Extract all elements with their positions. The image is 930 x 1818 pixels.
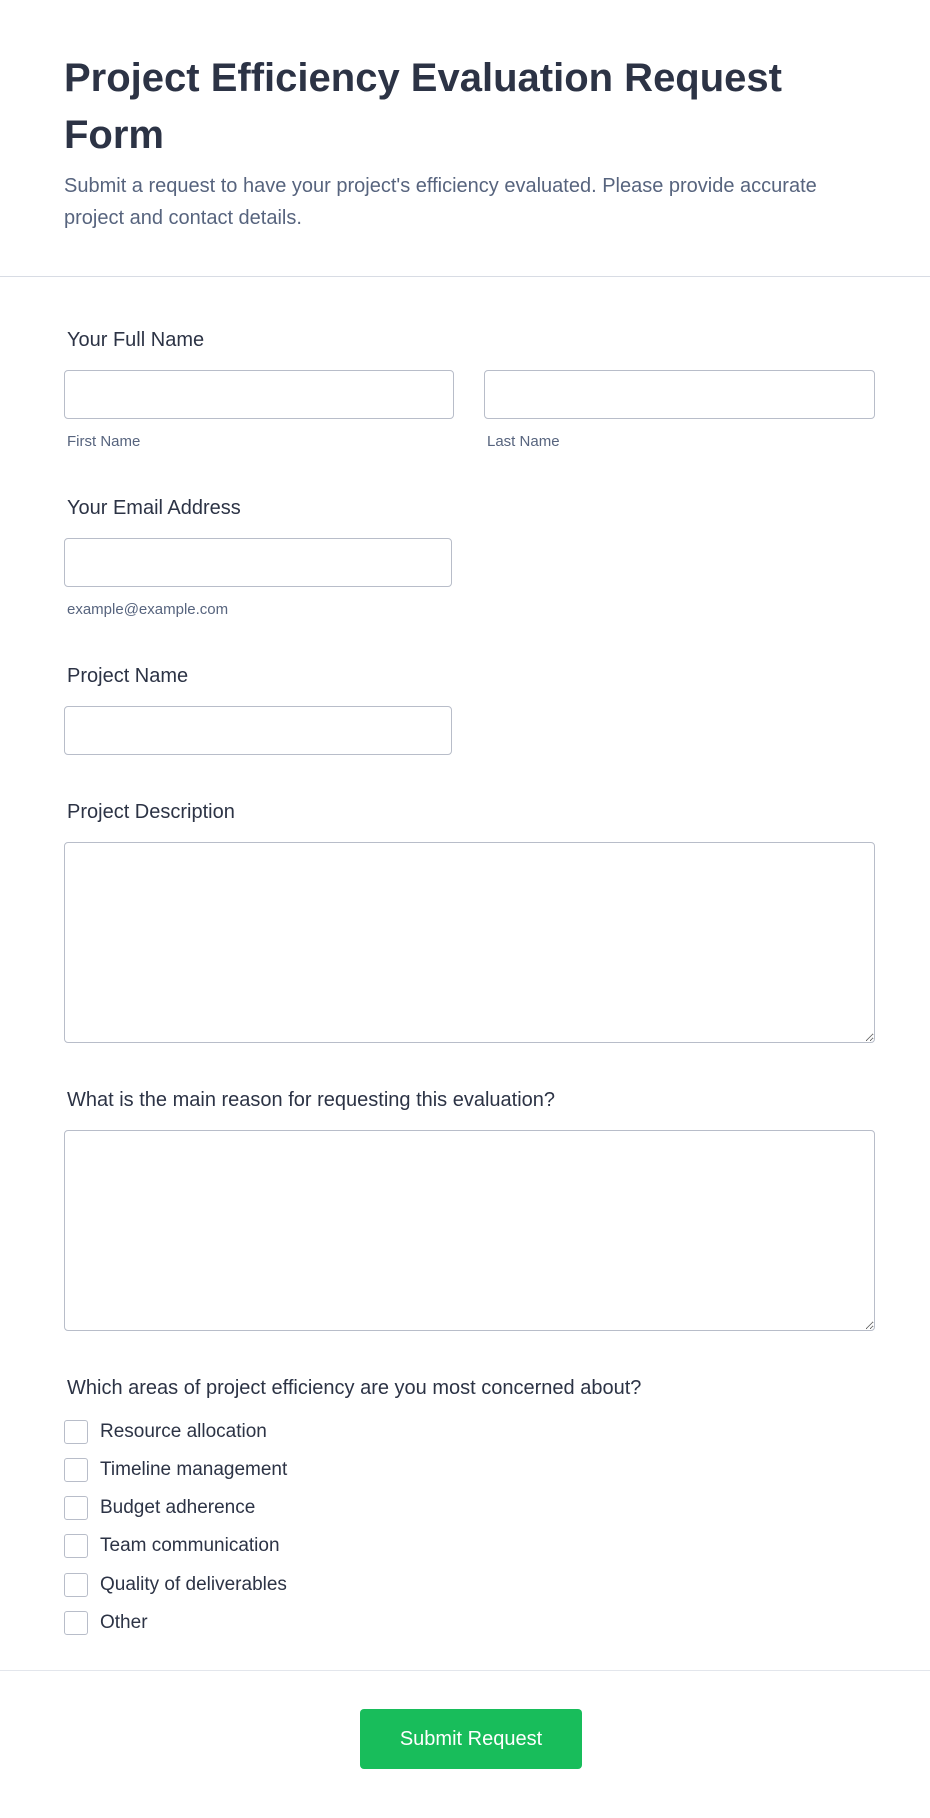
checkbox[interactable]	[64, 1573, 88, 1597]
form-header	[0, 0, 930, 277]
checkbox-option[interactable]	[64, 1457, 287, 1483]
project-name-input[interactable]	[64, 706, 452, 755]
project-description-textarea[interactable]	[64, 842, 875, 1043]
checkbox-label: Timeline management	[100, 1459, 288, 1480]
main-reason-label: What is the main reason for requesting this evaluation?	[67, 1089, 556, 1111]
last-name-sublabel: Last Name	[487, 433, 560, 450]
email-label: Your Email Address	[67, 497, 241, 519]
last-name-input[interactable]	[484, 370, 875, 419]
checkbox-label: Quality of deliverables	[100, 1574, 287, 1595]
checkbox-option[interactable]	[64, 1495, 255, 1521]
checkbox-option[interactable]	[64, 1419, 267, 1445]
checkbox-label: Team communication	[100, 1535, 280, 1556]
project-description-label: Project Description	[67, 801, 235, 823]
concerns-label: Which areas of project efficiency are you most concerned about?	[67, 1377, 642, 1399]
form-subtitle: Submit a request to have your project's efficiency evaluated. Please provide accurate project and contact details.	[64, 175, 817, 229]
checkbox[interactable]	[64, 1496, 88, 1520]
checkbox[interactable]	[64, 1458, 88, 1482]
checkbox[interactable]	[64, 1420, 88, 1444]
checkbox-label: Budget adherence	[100, 1497, 256, 1518]
checkbox-option[interactable]	[64, 1610, 148, 1636]
checkbox-label: Resource allocation	[100, 1421, 267, 1442]
first-name-input[interactable]	[64, 370, 454, 419]
checkbox-option[interactable]	[64, 1572, 287, 1598]
checkbox-label: Other	[100, 1612, 148, 1633]
checkbox[interactable]	[64, 1534, 88, 1558]
first-name-sublabel: First Name	[67, 433, 141, 450]
submit-button[interactable]: Submit Request	[360, 1709, 582, 1769]
full-name-label: Your Full Name	[67, 329, 205, 351]
form-title: Project Efficiency Evaluation Request Form	[64, 56, 782, 157]
checkbox[interactable]	[64, 1611, 88, 1635]
form-body	[0, 277, 930, 1671]
checkbox-option[interactable]	[64, 1533, 280, 1559]
email-sublabel: example@example.com	[67, 601, 229, 618]
main-reason-textarea[interactable]	[64, 1130, 875, 1331]
email-input[interactable]	[64, 538, 452, 587]
project-name-label: Project Name	[67, 665, 189, 687]
form-footer	[0, 1670, 930, 1818]
